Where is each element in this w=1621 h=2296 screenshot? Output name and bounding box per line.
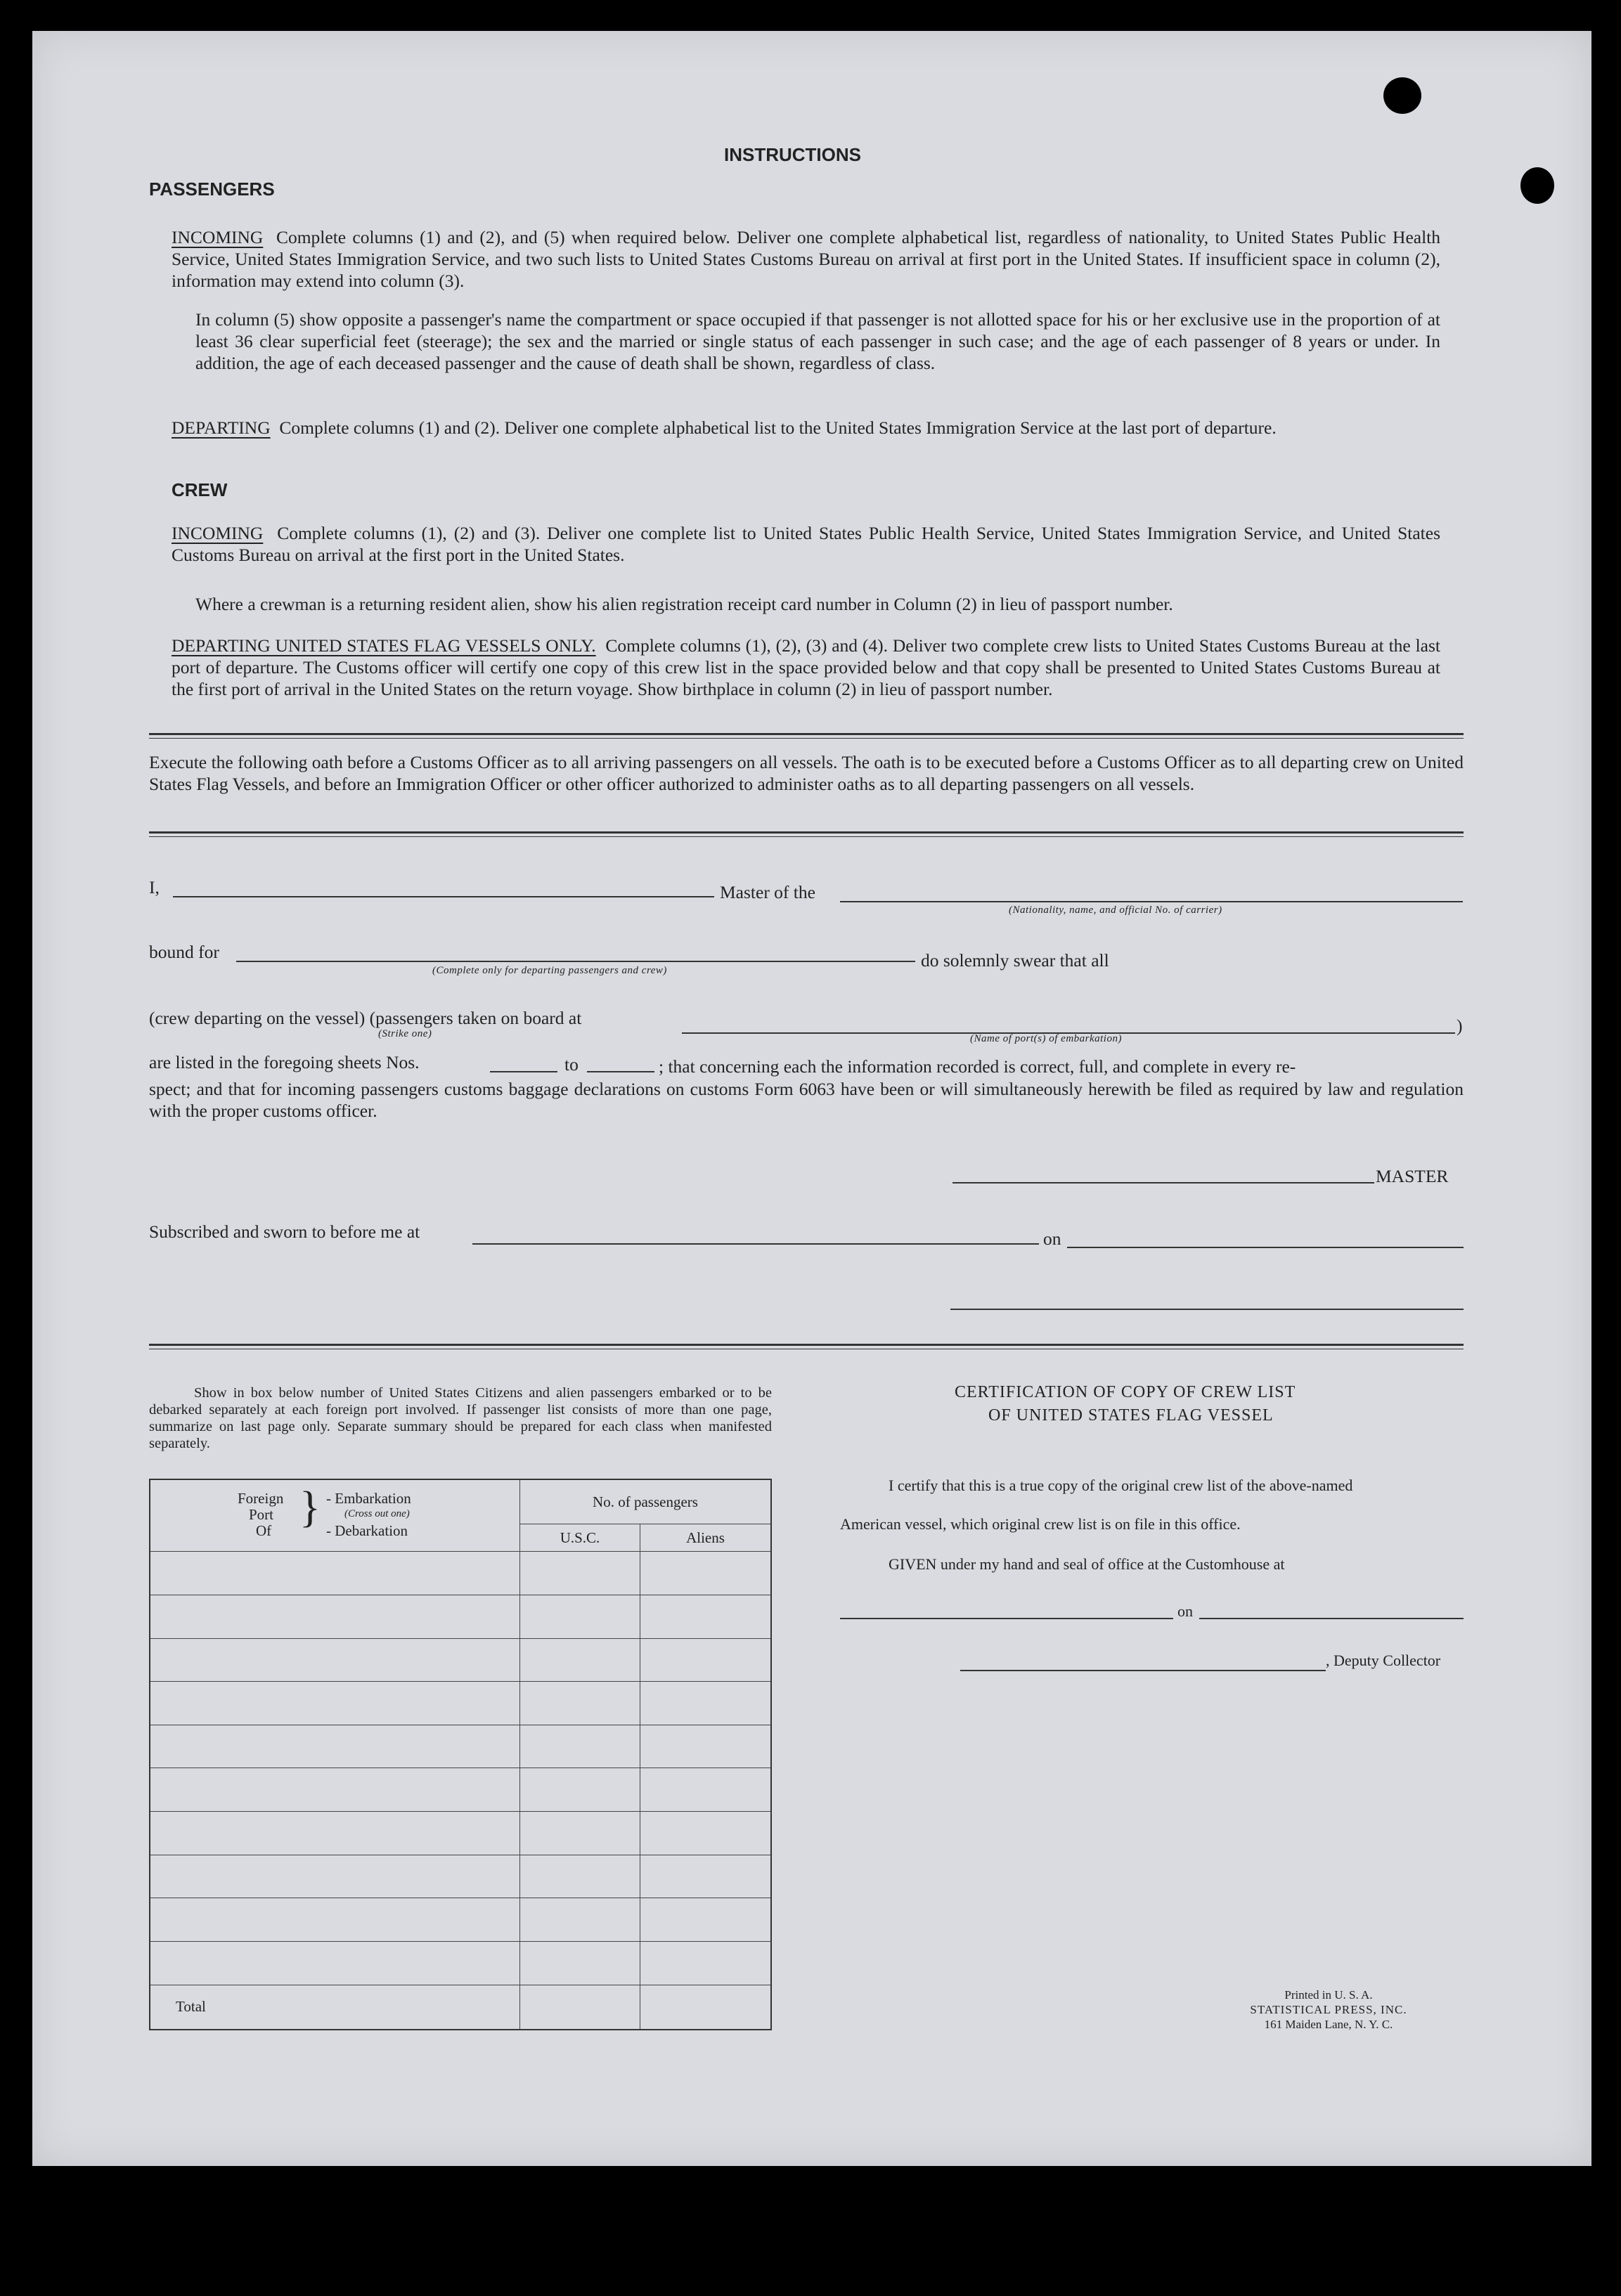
subscribed-label: Subscribed and sworn to before me at	[149, 1221, 420, 1242]
oath-intro: Execute the following oath before a Customs Officer as to all arriving passengers on all vessels. The oath is to be executed before a Customs Officer as to all departing crew on United States Flag Vessels, and before an Immigration Officer or other officer authorized to administer oaths as to all departing passengers on all vessels.	[149, 752, 1464, 794]
departing-text: Complete columns (1) and (2). Deliver one complete alphabetical list to the United States Immigration Service at the last port of departure.	[279, 417, 1277, 438]
printer-line-2: STATISTICAL PRESS, INC.	[1250, 2003, 1407, 2016]
usc-cell[interactable]	[520, 1768, 640, 1812]
departing-label: DEPARTING	[172, 417, 271, 438]
passenger-incoming-instruction	[172, 226, 1440, 292]
crew-departing-text: (crew departing on the vessel) (passengers taken on board at	[149, 1008, 582, 1028]
port-cell[interactable]	[150, 1898, 520, 1942]
flag-vessel-instruction	[172, 635, 1440, 700]
embarkation-port-field[interactable]	[682, 1017, 1455, 1034]
master-signature-line[interactable]	[952, 1167, 1374, 1183]
aliens-total-cell[interactable]	[640, 1985, 772, 2030]
i-label: I,	[149, 877, 160, 897]
given-text: GIVEN under my hand and seal of office at the Customhouse at	[889, 1555, 1285, 1573]
sheet-from-field[interactable]	[490, 1056, 557, 1072]
usc-cell[interactable]	[520, 1552, 640, 1595]
flag-vessel-label: DEPARTING UNITED STATES FLAG VESSELS ONLY.	[172, 635, 596, 656]
aliens-cell[interactable]	[640, 1725, 772, 1768]
port-note: (Name of port(s) of embarkation)	[970, 1033, 1122, 1044]
crewman-instruction: Where a crewman is a returning resident alien, show his alien registration receipt card number in Column (2) in lieu of passport number.	[195, 594, 1173, 614]
table-row	[150, 1812, 771, 1855]
column5-instruction: In column (5) show opposite a passenger's name the compartment or space occupied if that passenger is not allotted space for his or her exclusive use in the proportion of at least 36 clear superficial feet (steerage); the sex and the married or single status of each passenger in such case; and the age of each passenger of 8 years or under. In addition, the age of each deceased passenger and the cause of death shall be shown, regardless of class.	[195, 309, 1440, 373]
usc-cell[interactable]	[520, 1898, 640, 1942]
port-cell[interactable]	[150, 1595, 520, 1638]
port-cell[interactable]	[150, 1552, 520, 1595]
listed-text-c: spect; and that for incoming passengers customs baggage declarations on customs Form 6063 have been or will simultaneously herewith be filed as required by law and regulation with the proper customs officer.	[149, 1079, 1464, 1121]
crew-incoming-text: Complete columns (1), (2) and (3). Deliver one complete list to United States Public Health Service, United States Immigration Service, and United States Customs Bureau on arrival at the first port in the United States.	[172, 523, 1441, 565]
close-paren: )	[1457, 1016, 1463, 1036]
total-label: Total	[150, 1985, 520, 2030]
sworn-date-field[interactable]	[1067, 1231, 1464, 1248]
debarkation-label: - Debarkation	[326, 1522, 408, 1539]
passengers-heading: PASSENGERS	[149, 179, 275, 200]
table-row	[150, 1682, 771, 1725]
port-cell[interactable]	[150, 1942, 520, 1985]
section-divider	[149, 1344, 1464, 1349]
listed-text-b: ; that concerning each the information recorded is correct, full, and complete in every re-	[659, 1056, 1296, 1077]
port-cell[interactable]	[150, 1638, 520, 1682]
table-row	[150, 1942, 771, 1985]
of-label: Of	[256, 1522, 272, 1539]
brace-icon: }	[299, 1484, 321, 1531]
table-row	[150, 1898, 771, 1942]
port-cell[interactable]	[150, 1768, 520, 1812]
port-label: Port	[249, 1506, 274, 1523]
table-row	[150, 1768, 771, 1812]
flag-vessel-text: Complete columns (1), (2), (3) and (4). Deliver two complete crew lists to United States Customs Bureau at the last port of departure. The Customs officer will certify one copy of this crew list in the space provided below and that copy shall be presented to United States Customs Bureau at the first port of arrival in the United States on the return voyage. Show birthplace in column (2) in lieu of passport number.	[172, 635, 1441, 699]
port-cell[interactable]	[150, 1855, 520, 1898]
foreign-label: Foreign	[238, 1490, 284, 1507]
usc-cell[interactable]	[520, 1942, 640, 1985]
usc-cell[interactable]	[520, 1812, 640, 1855]
master-name-field[interactable]	[173, 881, 714, 897]
strike-one-note: (Strike one)	[378, 1028, 432, 1039]
instructions-title: INSTRUCTIONS	[724, 144, 861, 165]
certify-text-1: I certify that this is a true copy of the original crew list of the above-named	[889, 1477, 1353, 1494]
ports-box-instruction: Show in box below number of United States Citizens and alien passengers embarked or to be debarked separately at each foreign port involved. If passenger list consists of more than one page, summarize on last page only. Separate summary should be prepared for each class when manifested separately.	[149, 1385, 772, 1451]
certification-title-1: CERTIFICATION OF COPY OF CREW LIST	[955, 1383, 1296, 1401]
master-of-the-label: Master of the	[720, 882, 815, 902]
aliens-cell[interactable]	[640, 1638, 772, 1682]
aliens-cell[interactable]	[640, 1812, 772, 1855]
incoming-label: INCOMING	[172, 227, 264, 247]
passenger-departing-instruction	[172, 417, 1440, 439]
deputy-signature-line[interactable]	[960, 1654, 1326, 1671]
nationality-note: (Nationality, name, and official No. of carrier)	[1009, 904, 1222, 916]
port-cell[interactable]	[150, 1725, 520, 1768]
listed-text-a: are listed in the foregoing sheets Nos.	[149, 1052, 420, 1072]
printer-line-1: Printed in U. S. A.	[1284, 1988, 1373, 2002]
table-row	[150, 1855, 771, 1898]
crew-incoming-instruction	[172, 522, 1440, 566]
section-divider	[149, 831, 1464, 837]
printer-imprint	[1223, 1987, 1434, 2032]
punch-hole	[1383, 77, 1421, 114]
passenger-count-table	[149, 1479, 772, 2030]
total-row	[150, 1985, 771, 2030]
printer-line-3: 161 Maiden Lane, N. Y. C.	[1264, 2018, 1393, 2031]
master-label: MASTER	[1376, 1166, 1449, 1186]
aliens-header: Aliens	[640, 1524, 772, 1552]
complete-note: (Complete only for departing passengers and crew)	[432, 965, 667, 976]
sworn-place-field[interactable]	[472, 1228, 1039, 1245]
aliens-cell[interactable]	[640, 1768, 772, 1812]
punch-hole	[1520, 167, 1554, 204]
certify-text-2: American vessel, which original crew list is on file in this office.	[840, 1515, 1241, 1533]
carrier-field[interactable]	[840, 886, 1463, 902]
aliens-cell[interactable]	[640, 1855, 772, 1898]
embarkation-label: - Embarkation	[326, 1490, 411, 1507]
table-row	[150, 1595, 771, 1638]
aliens-cell[interactable]	[640, 1595, 772, 1638]
usc-cell[interactable]	[520, 1855, 640, 1898]
aliens-cell[interactable]	[640, 1552, 772, 1595]
incoming-text: Complete columns (1) and (2), and (5) when required below. Deliver one complete alphabetical list, regardless of nationality, to United States Public Health Service, United States Immigration Service, and two such lists to United States Customs Bureau on arrival at first port in the United States. If insufficient space in column (2), information may extend into column (3).	[172, 227, 1441, 291]
aliens-cell[interactable]	[640, 1942, 772, 1985]
section-divider	[149, 733, 1464, 739]
cross-out-note: (Cross out one)	[344, 1508, 410, 1519]
usc-cell[interactable]	[520, 1638, 640, 1682]
aliens-cell[interactable]	[640, 1898, 772, 1942]
crew-heading: CREW	[172, 479, 228, 500]
crew-incoming-label: INCOMING	[172, 523, 264, 543]
no-passengers-header: No. of passengers	[520, 1479, 772, 1524]
crew-departing-label	[149, 1008, 581, 1029]
certification-title-2: OF UNITED STATES FLAG VESSEL	[988, 1406, 1274, 1425]
usc-cell[interactable]	[520, 1595, 640, 1638]
aliens-cell[interactable]	[640, 1682, 772, 1725]
customhouse-field[interactable]	[840, 1602, 1173, 1619]
table-row	[150, 1638, 771, 1682]
deputy-collector-label: , Deputy Collector	[1326, 1652, 1441, 1669]
bound-for-label: bound for	[149, 942, 219, 962]
usc-header: U.S.C.	[520, 1524, 640, 1552]
port-cell[interactable]	[150, 1682, 520, 1725]
usc-cell[interactable]	[520, 1682, 640, 1725]
certification-on-label: on	[1177, 1602, 1193, 1620]
bound-for-field[interactable]	[236, 945, 915, 962]
sworn-on-label: on	[1043, 1228, 1061, 1249]
usc-cell[interactable]	[520, 1725, 640, 1768]
sheet-to-field[interactable]	[587, 1056, 654, 1072]
port-cell[interactable]	[150, 1812, 520, 1855]
usc-total-cell[interactable]	[520, 1985, 640, 2030]
listed-to: to	[564, 1054, 579, 1075]
table-row	[150, 1725, 771, 1768]
port-header-cell	[150, 1479, 520, 1552]
certification-date-field[interactable]	[1199, 1602, 1464, 1619]
officer-signature-line[interactable]	[950, 1293, 1464, 1310]
table-row	[150, 1552, 771, 1595]
swear-label: do solemnly swear that all	[921, 950, 1109, 971]
